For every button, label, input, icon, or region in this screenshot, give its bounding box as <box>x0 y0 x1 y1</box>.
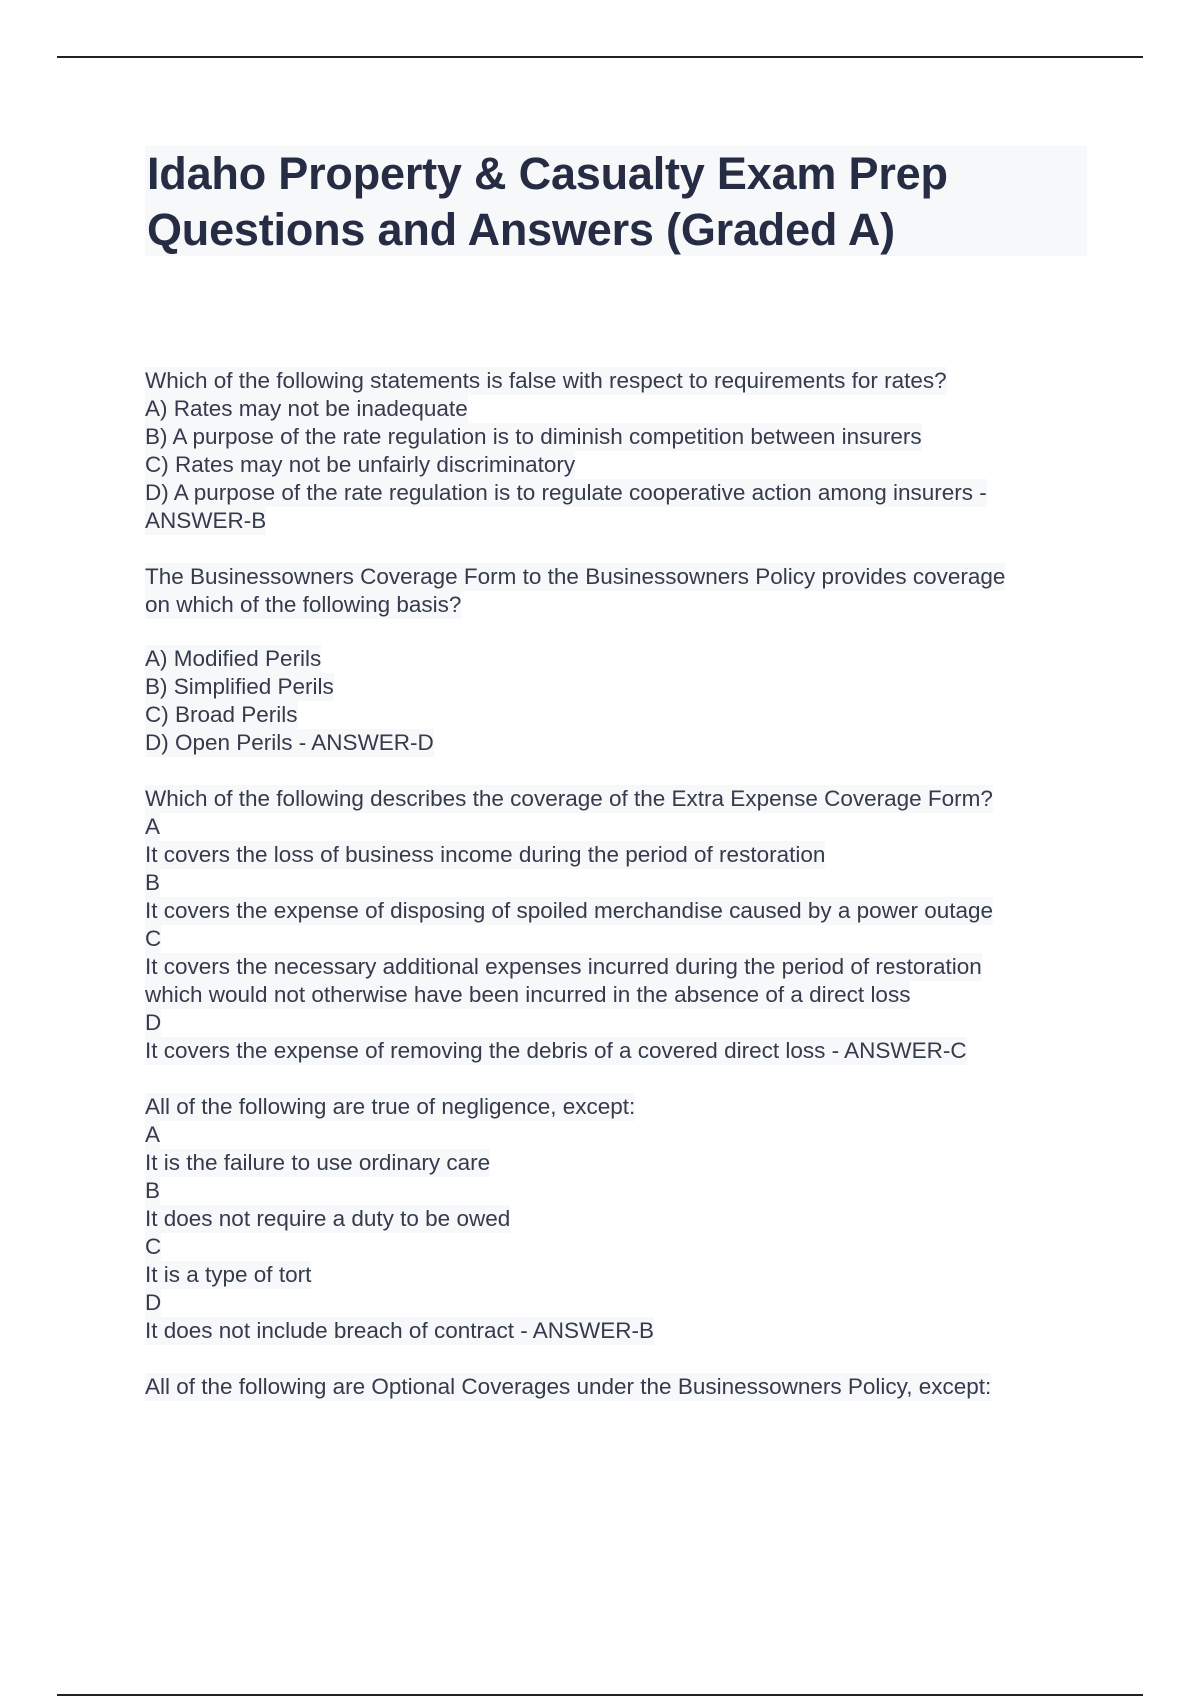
question-2-option-b: B) Simplified Perils <box>145 674 334 699</box>
question-2-stem-line-2: on which of the following basis? <box>145 592 462 617</box>
question-3-option-b: It covers the expense of disposing of spoiled merchandise caused by a power outage <box>145 898 994 923</box>
question-2 <box>145 563 1085 757</box>
question-1-option-a: A) Rates may not be inadequate <box>145 396 468 421</box>
question-1-option-d: D) A purpose of the rate regulation is to regulate cooperative action among insurers - <box>145 480 987 505</box>
question-3-option-c-line-1: It covers the necessary additional expenses incurred during the period of restoration <box>145 954 982 979</box>
question-1 <box>145 367 1085 535</box>
question-2-option-a: A) Modified Perils <box>145 646 322 671</box>
document-title <box>145 146 1087 258</box>
question-3-option-c-letter: C <box>145 926 162 951</box>
question-3-option-a-letter: A <box>145 814 161 839</box>
question-1-answer: ANSWER-B <box>145 508 267 533</box>
question-5-stem: All of the following are Optional Coverages under the Businessowners Policy, except: <box>145 1374 992 1399</box>
question-4-option-a-letter: A <box>145 1122 161 1147</box>
spacer <box>145 1345 1085 1373</box>
question-4-stem: All of the following are true of negligence, except: <box>145 1094 636 1119</box>
title-block <box>145 146 1087 256</box>
footer-rule <box>57 1694 1143 1696</box>
question-4-option-b-letter: B <box>145 1178 161 1203</box>
question-2-option-d: D) Open Perils - ANSWER-D <box>145 730 434 755</box>
question-4-option-b: It does not require a duty to be owed <box>145 1206 511 1231</box>
question-4 <box>145 1093 1085 1345</box>
question-2-stem-line-1: The Businessowners Coverage Form to the Businessowners Policy provides coverage <box>145 564 1006 589</box>
question-4-option-d: It does not include breach of contract - ANSWER-B <box>145 1318 654 1343</box>
question-4-option-d-letter: D <box>145 1290 162 1315</box>
question-3-option-d: It covers the expense of removing the debris of a covered direct loss - ANSWER-C <box>145 1038 967 1063</box>
question-4-option-c: It is a type of tort <box>145 1262 312 1287</box>
question-3 <box>145 785 1085 1065</box>
question-5 <box>145 1373 1085 1401</box>
header-rule <box>57 56 1143 58</box>
spacer <box>145 535 1085 563</box>
question-3-option-d-letter: D <box>145 1010 162 1035</box>
question-3-option-c-line-2: which would not otherwise have been incurred in the absence of a direct loss <box>145 982 911 1007</box>
question-1-stem: Which of the following statements is false with respect to requirements for rates? <box>145 368 947 393</box>
title-line-2: Questions and Answers (Graded A) <box>147 204 895 255</box>
spacer <box>145 1065 1085 1093</box>
document-body <box>145 367 1085 1401</box>
spacer <box>145 619 1085 645</box>
spacer <box>145 757 1085 785</box>
question-4-option-a: It is the failure to use ordinary care <box>145 1150 491 1175</box>
question-2-option-c: C) Broad Perils <box>145 702 298 727</box>
question-3-option-b-letter: B <box>145 870 161 895</box>
question-3-option-a: It covers the loss of business income during the period of restoration <box>145 842 826 867</box>
question-1-option-c: C) Rates may not be unfairly discriminatory <box>145 452 576 477</box>
question-3-stem: Which of the following describes the coverage of the Extra Expense Coverage Form? <box>145 786 993 811</box>
title-line-1: Idaho Property & Casualty Exam Prep <box>147 148 948 199</box>
question-4-option-c-letter: C <box>145 1234 162 1259</box>
question-1-option-b: B) A purpose of the rate regulation is to diminish competition between insurers <box>145 424 922 449</box>
